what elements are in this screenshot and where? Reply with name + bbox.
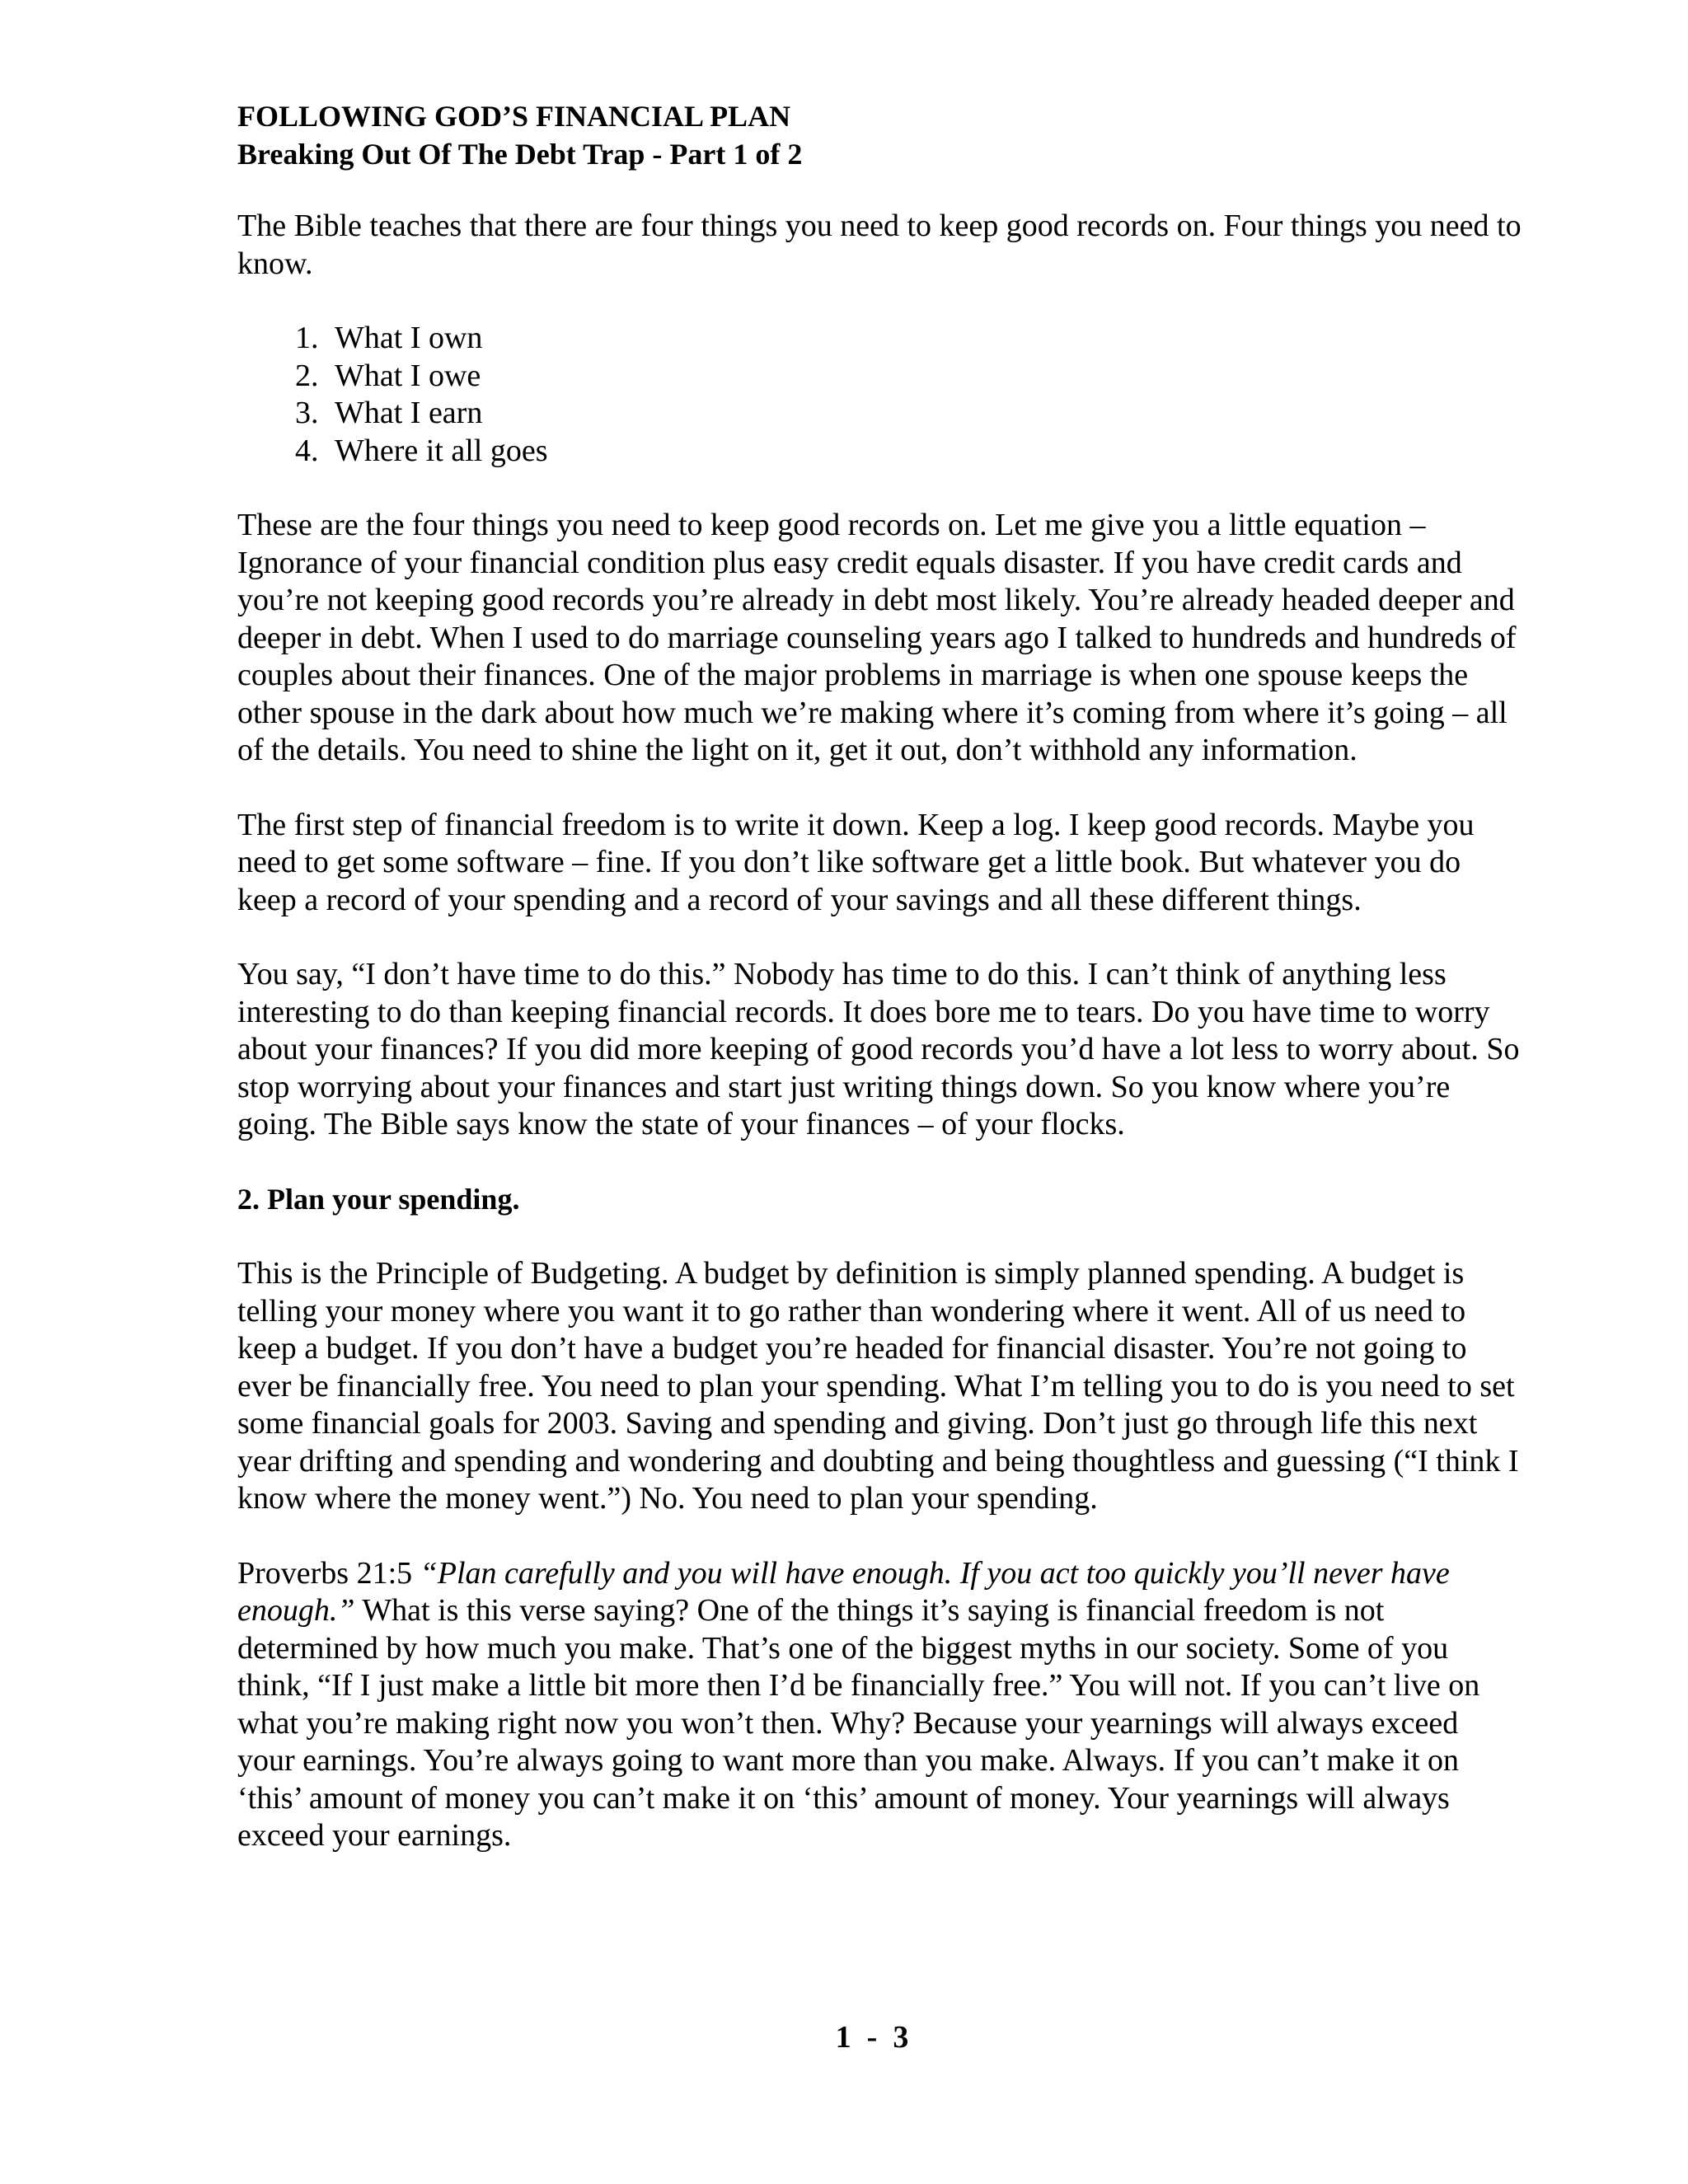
document-title: FOLLOWING GOD’S FINANCIAL PLAN <box>237 100 791 133</box>
document-subtitle: Breaking Out Of The Debt Trap - Part 1 of 2 <box>237 138 803 171</box>
list-item-text: What I earn <box>335 396 483 430</box>
list-item <box>237 395 1523 433</box>
paragraph-budgeting: This is the Principle of Budgeting. A budget by definition is simply planned spending. A budget is telling your money where you want it to go rather than wondering where it went. All of us need to keep a budget. If you don’t have a budget you’re headed for financial disaster. You’re not going to ever be financially free. You need to plan your spending. What I’m telling you to do is you need to set some financial goals for 2003. Saving and spending and giving. Don’t just go through life this next year drifting and spending and wondering and doubting and being thoughtless and guessing (“I think I know where the money went.”) No. You need to plan your spending. <box>237 1256 1519 1516</box>
document-page <box>237 97 1523 1855</box>
list-item <box>237 320 1523 358</box>
section-heading-plan-spending: 2. Plan your spending. <box>237 1182 520 1216</box>
paragraph-write-it-down: The first step of financial freedom is to write it down. Keep a log. I keep good records. Maybe you need to get some software – fine. If you don’t like software get a little book. But whatever you do keep a record of your spending and a record of your savings and all these different things. <box>237 807 1475 917</box>
list-item-text: What I owe <box>335 358 481 393</box>
list-item-number: 1. <box>295 321 319 355</box>
list-item-number: 2. <box>295 358 319 393</box>
scripture-reference: Proverbs 21:5 <box>237 1555 420 1591</box>
paragraph-proverbs <box>237 1555 1523 1855</box>
intro-paragraph: The Bible teaches that there are four things you need to keep good records on. Four things you need to know. <box>237 209 1522 281</box>
scripture-quote: “Plan carefully and you will have enough. If you act too quickly you’ll never have enough.” <box>237 1555 1450 1628</box>
list-item-text: What I own <box>335 321 483 355</box>
paragraph-records-equation: These are the four things you need to keep good records on. Let me give you a little equation – Ignorance of your financial condition plus easy credit equals disaster. If you have credit cards and you’re not keeping good records you’re already in debt most likely. You’re already headed deeper and deeper in debt. When I used to do marriage counseling years ago I talked to hundreds and hundreds of couples about their finances. One of the major problems in marriage is when one spouse keeps the other spouse in the dark about how much we’re making where it’s coming from where it’s going – all of the details. You need to shine the light on it, get it out, don’t withhold any information. <box>237 508 1517 767</box>
paragraph-no-time: You say, “I don’t have time to do this.” Nobody has time to do this. I can’t think of anything less interesting to do than keeping financial records. It does bore me to tears. Do you have time to worry about your finances? If you did more keeping of good records you’d have a lot less to worry about. So stop worrying about your finances and start just writing things down. So you know where you’re going. The Bible says know the state of your finances – of your flocks. <box>237 957 1520 1141</box>
list-item <box>237 358 1523 396</box>
paragraph-proverbs-text: What is this verse saying? One of the things it’s saying is financial freedom is not determined by how much you make. That’s one of the biggest myths in our society. Some of you think, “If I just make a little bit more then I’d be financially free.” You will not. If you can’t live on what you’re making right now you won’t then. Why? Because your yearnings will always exceed your earnings. You’re always going to want more than you make. Always. If you can’t make it on ‘this’ amount of money you can’t make it on ‘this’ amount of money. Your yearnings will always exceed your earnings. <box>237 1593 1480 1853</box>
list-item-text: Where it all goes <box>335 433 548 468</box>
list-item-number: 3. <box>295 396 319 430</box>
list-item-number: 4. <box>295 433 319 468</box>
page-number: 1 - 3 <box>835 2020 909 2055</box>
list-item <box>237 433 1523 471</box>
records-list <box>237 320 1523 470</box>
